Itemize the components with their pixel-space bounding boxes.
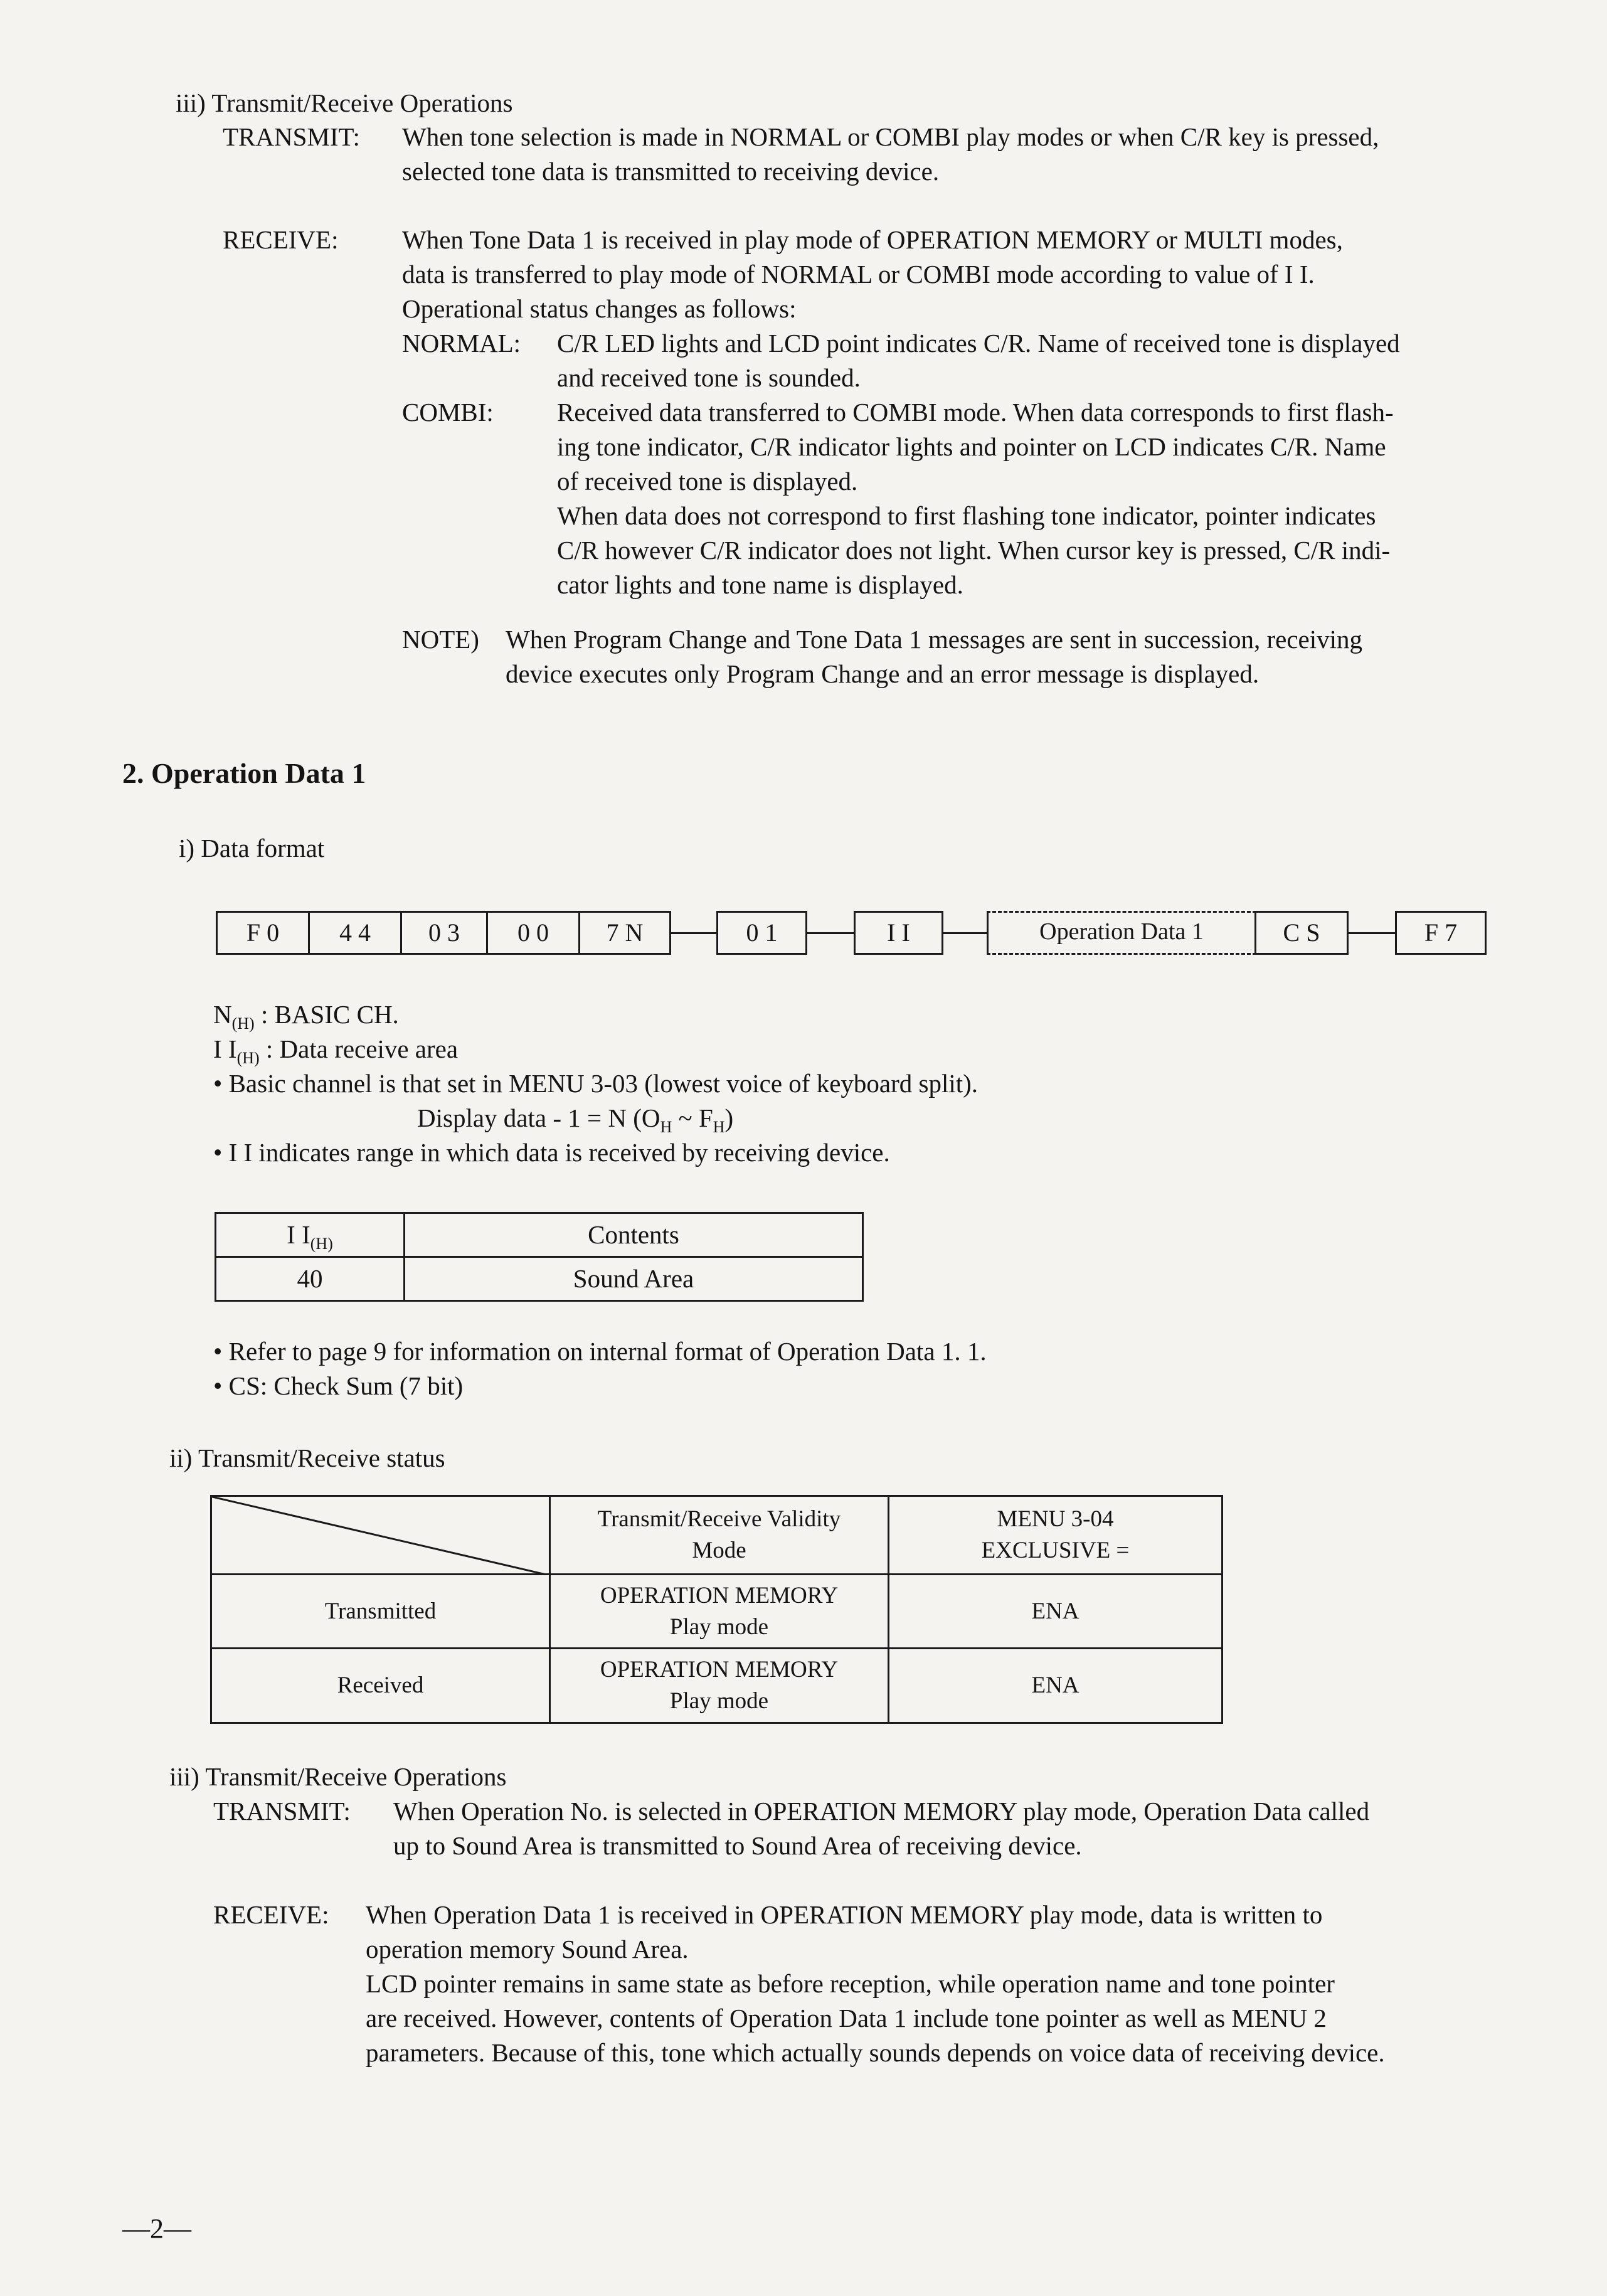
bullet-basic-channel: • Basic channel is that set in MENU 3-03 (lowest voice of keyboard split).	[213, 1069, 979, 1098]
table-header: Contents	[405, 1213, 863, 1257]
combi-text-line: of received tone is displayed.	[557, 467, 858, 496]
format-box: C S	[1254, 911, 1349, 955]
receive-label: RECEIVE:	[223, 225, 339, 254]
format-box: 4 4	[308, 911, 402, 955]
combi-label: COMBI:	[402, 398, 494, 427]
format-box: 0 1	[716, 911, 807, 955]
table-cell: ENA	[889, 1575, 1222, 1649]
combi-text-line: ing tone indicator, C/R indicator lights and pointer on LCD indicates C/R. Name	[557, 432, 1386, 461]
receive-label: RECEIVE:	[213, 1900, 329, 1929]
transmit-label: TRANSMIT:	[213, 1797, 351, 1826]
receive-text-line: When Operation Data 1 is received in OPERATION MEMORY play mode, data is written to	[366, 1900, 1323, 1929]
format-box-operation-data	[987, 911, 1256, 955]
normal-label: NORMAL:	[402, 329, 521, 358]
diagonal-line	[212, 1497, 549, 1575]
table-corner-cell	[211, 1496, 550, 1575]
normal-text-line: and received tone is sounded.	[557, 363, 861, 392]
display-data-formula: Display data - 1 = N ($O_H$ ~ $F_H$)	[417, 1103, 734, 1137]
table-cell: OPERATION MEMORY Play mode	[550, 1649, 889, 1723]
section-heading-transmit-receive-operations: iii) Transmit/Receive Operations	[176, 88, 513, 117]
bullet-ii-range: • I I indicates range in which data is received by receiving device.	[213, 1138, 890, 1167]
format-connector	[807, 932, 856, 934]
table-cell: 40	[216, 1257, 405, 1301]
receive-text-line: LCD pointer remains in same state as before reception, while operation name and tone pointer	[366, 1969, 1335, 1998]
receive-text-line: are received. However, contents of Operation Data 1 include tone pointer as well as MENU 2	[366, 2004, 1327, 2033]
format-box: F 0	[216, 911, 310, 955]
bullet-refer-page: • Refer to page 9 for information on internal format of Operation Data 1. 1.	[213, 1337, 987, 1366]
bullet-check-sum: • CS: Check Sum (7 bit)	[213, 1371, 464, 1400]
format-connector	[943, 932, 989, 934]
table-header: I $I_{(H)}$	[216, 1213, 405, 1257]
format-box: 7 N	[578, 911, 671, 955]
n-definition: $N_{(H)}$ : BASIC CH.	[213, 1000, 399, 1033]
receive-text-line: data is transferred to play mode of NORMAL or COMBI mode according to value of I I.	[402, 260, 1315, 289]
transmit-receive-status-heading: ii) Transmit/Receive status	[169, 1443, 445, 1472]
ii-definition: I $I_{(H)}$ : Data receive area	[213, 1034, 459, 1068]
transmit-text-line: When tone selection is made in NORMAL or COMBI play modes or when C/R key is pressed,	[402, 122, 1379, 151]
section-heading-operation-data-1: 2. Operation Data 1	[122, 757, 366, 789]
transmit-text-line: selected tone data is transmitted to receiving device.	[402, 157, 940, 186]
transmit-text-line: When Operation No. is selected in OPERATION MEMORY play mode, Operation Data called	[393, 1797, 1370, 1826]
note-text-line: device executes only Program Change and an error message is displayed.	[506, 659, 1260, 688]
table-cell: ENA	[889, 1649, 1222, 1723]
normal-text-line: C/R LED lights and LCD point indicates C/R. Name of received tone is displayed	[557, 329, 1400, 358]
table-header-mode: Transmit/Receive Validity Mode	[550, 1496, 889, 1575]
format-connector	[671, 932, 718, 934]
combi-text-line: C/R however C/R indicator does not light. When cursor key is pressed, C/R indi-	[557, 536, 1391, 565]
receive-text-line: Operational status changes as follows:	[402, 294, 797, 323]
section-heading-transmit-receive-operations: iii) Transmit/Receive Operations	[169, 1762, 507, 1791]
format-box: F 7	[1395, 911, 1487, 955]
status-table	[210, 1495, 1223, 1722]
note-label: NOTE)	[402, 625, 479, 654]
page-number: —2—	[122, 2213, 191, 2244]
format-box: 0 0	[486, 911, 580, 955]
transmit-label: TRANSMIT:	[223, 122, 360, 151]
format-box-label: Operation Data 1	[1039, 918, 1204, 945]
receive-text-line: parameters. Because of this, tone which actually sounds depends on voice data of receiving device.	[366, 2038, 1385, 2067]
table-cell: Sound Area	[405, 1257, 863, 1301]
row-label-received: Received	[211, 1649, 550, 1723]
receive-text-line: When Tone Data 1 is received in play mode of OPERATION MEMORY or MULTI modes,	[402, 225, 1343, 254]
receive-area-table	[215, 1212, 864, 1302]
format-box: 0 3	[400, 911, 488, 955]
row-label-transmitted: Transmitted	[211, 1575, 550, 1649]
note-text-line: When Program Change and Tone Data 1 messages are sent in succession, receiving	[506, 625, 1363, 654]
data-format-heading: i) Data format	[179, 834, 325, 863]
table-header-menu: MENU 3-04 EXCLUSIVE =	[889, 1496, 1222, 1575]
combi-text-line: When data does not correspond to first flashing tone indicator, pointer indicates	[557, 501, 1376, 530]
format-connector	[1349, 932, 1397, 934]
transmit-text-line: up to Sound Area is transmitted to Sound Area of receiving device.	[393, 1831, 1082, 1860]
receive-text-line: operation memory Sound Area.	[366, 1935, 689, 1964]
combi-text-line: cator lights and tone name is displayed.	[557, 570, 963, 599]
format-box: I I	[854, 911, 943, 955]
table-cell: OPERATION MEMORY Play mode	[550, 1575, 889, 1649]
combi-text-line: Received data transferred to COMBI mode. When data corresponds to first flash-	[557, 398, 1394, 427]
